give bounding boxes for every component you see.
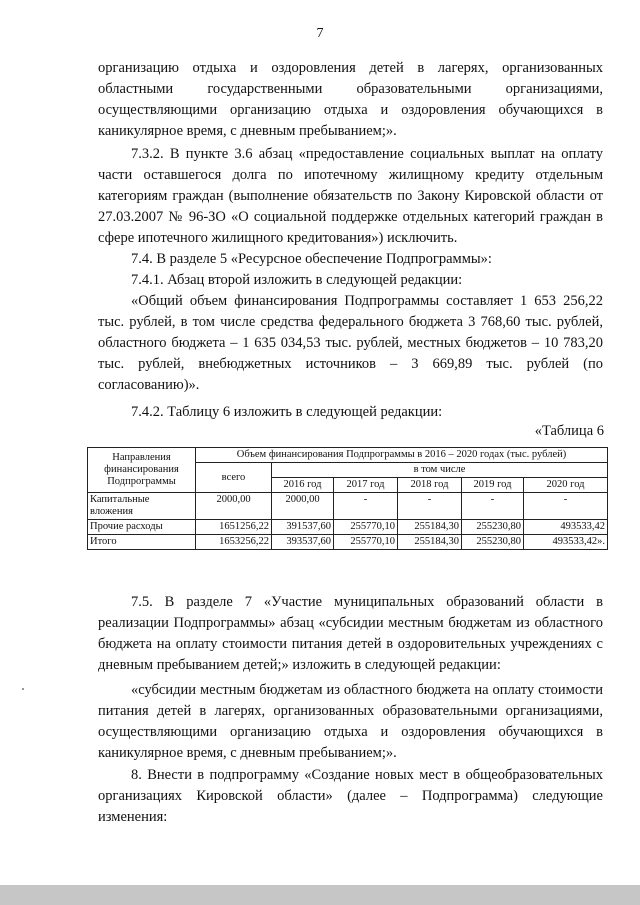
cell-2018: 255184,30 (398, 535, 462, 550)
paragraph-financing-quote: «Общий объем финансирования Подпрограммы составляет 1 653 256,22 тыс. рублей, в том числе средства федерального бюджета 3 768,60 тыс. рублей, областного бюджета – 1 635 034,53 тыс. рублей, местных бюджетов – 10 783,20 тыс. рублей, внебюджетных источников – 3 669,89 тыс. рублей (по согласованию)». (98, 293, 603, 393)
cell-2016: 393537,60 (272, 535, 334, 550)
cell-2018: - (398, 493, 462, 520)
paragraph-camps: организацию отдыха и оздоровления детей в лагерях, организованных областными государственными образовательными организациями, осуществляющими организацию отдыха и оздоровления обучающихся в каникулярное время, с дневным пребыванием;». (98, 60, 603, 139)
cell-2018: 255184,30 (398, 520, 462, 535)
row-label: Итого (88, 535, 196, 550)
cell-2019: 255230,80 (462, 520, 524, 535)
paragraph-7-3-2: 7.3.2. В пункте 3.6 абзац «предоставление социальных выплат на оплату части оставшегося долга по ипотечному жилищному кредиту отдельным категориям граждан (выполнение обязательств по Закону Кировской области от 27.03.2007 № 96-ЗО «О социальной поддержке отдельных категорий граждан в сфере ипотечного жилищного кредитования») исключить. (98, 146, 603, 246)
cell-total: 1651256,22 (196, 520, 272, 535)
paragraph-7-5: 7.5. В разделе 7 «Участие муниципальных образований области в реализации Подпрограммы» абзац «субсидии местным бюджетам из областного бюджета на оплату стоимости питания детей в оздоровительных учреждениях с дневным пребыванием детей;» изложить в следующей редакции: (98, 594, 603, 673)
cell-2017: 255770,10 (334, 520, 398, 535)
cell-total: 1653256,22 (196, 535, 272, 550)
table-row (88, 535, 608, 550)
cell-2020: 493533,42». (524, 535, 608, 550)
cell-2017: - (334, 493, 398, 520)
paragraph-subsidies-quote: «субсидии местным бюджетам из областного бюджета на оплату стоимости питания детей в лагерях, организованных образовательными организациями, осуществляющими организацию отдыха и оздоровления обучающихся в каникулярное время, с дневным пребыванием;». (98, 682, 603, 761)
table-row (88, 493, 608, 520)
cell-2017: 255770,10 (334, 535, 398, 550)
table-row (88, 520, 608, 535)
header-year-2016: 2016 год (272, 478, 334, 493)
scan-bottom-bar (0, 885, 640, 905)
table-caption: «Таблица 6 (534, 423, 604, 439)
paragraph-7-4-1: 7.4.1. Абзац второй изложить в следующей редакции: (131, 272, 463, 288)
header-including: в том числе (272, 463, 608, 478)
paragraph-7-4: 7.4. В разделе 5 «Ресурсное обеспечение Подпрограммы»: (131, 251, 492, 267)
financing-table (87, 447, 608, 550)
header-year-2020: 2020 год (524, 478, 608, 493)
header-total: всего (196, 463, 272, 493)
row-label: Прочие расходы (88, 520, 196, 535)
header-direction: Направления финансирования Подпрограммы (88, 448, 196, 493)
header-volume: Объем финансирования Подпрограммы в 2016 – 2020 годах (тыс. рублей) (196, 448, 608, 463)
page-number: 7 (316, 26, 324, 41)
cell-total: 2000,00 (196, 493, 272, 520)
header-year-2017: 2017 год (334, 478, 398, 493)
cell-2019: 255230,80 (462, 535, 524, 550)
paragraph-8: 8. Внести в подпрограмму «Создание новых мест в общеобразовательных организациях Кировской области» (далее – Подпрограмма) следующие изменения: (98, 767, 603, 825)
header-year-2019: 2019 год (462, 478, 524, 493)
row-label: Капитальные вложения (88, 493, 196, 520)
paragraph-7-4-2: 7.4.2. Таблицу 6 изложить в следующей редакции: (131, 404, 443, 420)
cell-2019: - (462, 493, 524, 520)
cell-2016: 391537,60 (272, 520, 334, 535)
cell-2016: 2000,00 (272, 493, 334, 520)
scan-speck (22, 688, 24, 690)
cell-2020: 493533,42 (524, 520, 608, 535)
cell-2020: - (524, 493, 608, 520)
header-year-2018: 2018 год (398, 478, 462, 493)
